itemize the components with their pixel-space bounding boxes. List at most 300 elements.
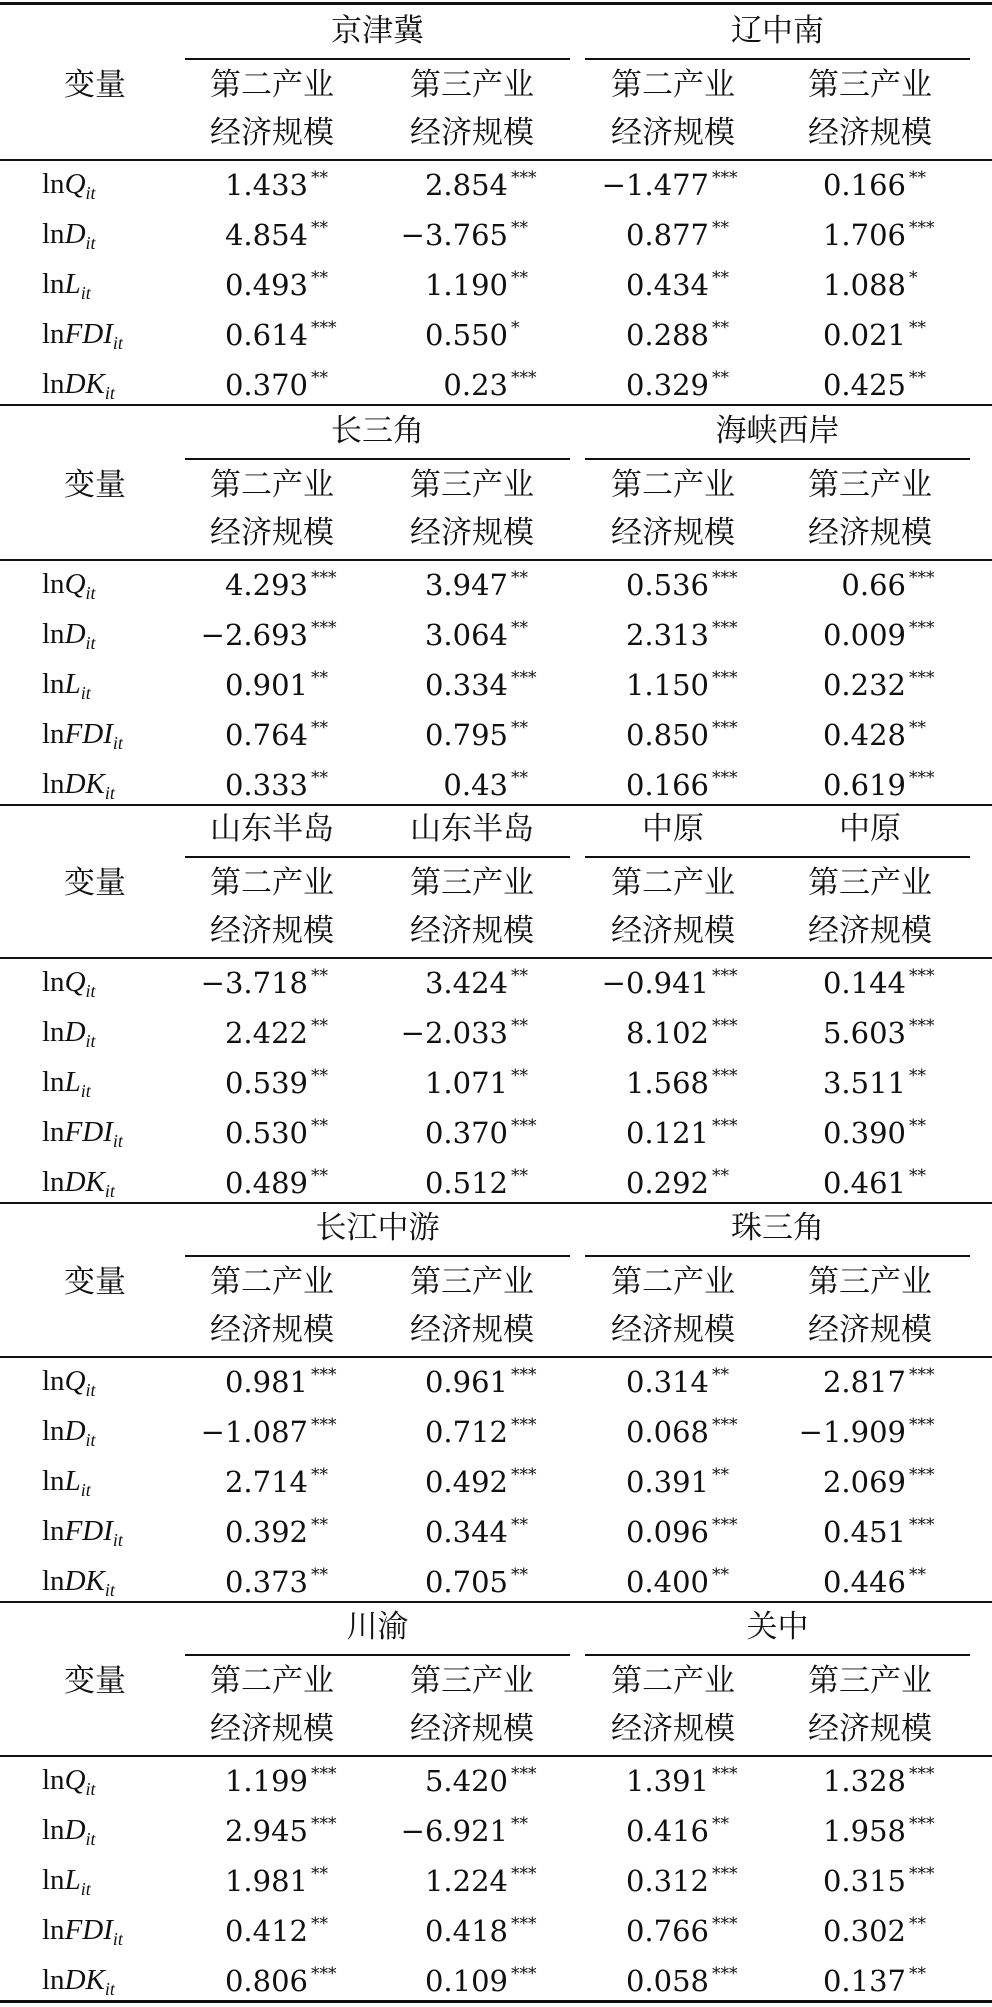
row-label-variable: DK <box>64 368 105 400</box>
row-label-variable: Q <box>64 966 86 998</box>
row-label-prefix: ln <box>42 1365 65 1397</box>
significance-stars: ** <box>311 1016 328 1036</box>
coefficient-cell <box>177 1018 347 1048</box>
coefficient-value: 0.806 <box>224 1964 308 1998</box>
coefficient-value: 0.877 <box>625 218 709 252</box>
region-title: 关中 <box>746 1609 809 1645</box>
row-label-prefix: ln <box>42 1964 65 1996</box>
significance-stars: ** <box>311 1066 328 1086</box>
subheader-industry: 第三产业 <box>808 865 932 901</box>
coefficient-cell <box>578 1866 748 1896</box>
region-title: 海峡西岸 <box>715 413 840 449</box>
coefficient-value: 0.901 <box>224 668 308 702</box>
significance-stars: *** <box>909 218 935 238</box>
coefficient-cell <box>775 220 945 250</box>
row-label-prefix: ln <box>42 1764 65 1796</box>
significance-stars: ** <box>311 1864 328 1884</box>
coefficient-value: 1.391 <box>625 1764 709 1798</box>
coefficient-value: 0.425 <box>822 368 906 402</box>
significance-stars: *** <box>909 966 935 986</box>
coefficient-value: 1.199 <box>224 1764 308 1798</box>
subheader-scale: 经济规模 <box>410 1711 534 1747</box>
group-underline <box>585 58 970 60</box>
subheader-industry: 第二产业 <box>611 1264 735 1300</box>
coefficient-value: 0.021 <box>822 318 906 352</box>
coefficient-cell <box>578 1018 748 1048</box>
region-title: 山东半岛 <box>410 811 534 847</box>
coefficient-value: 0.144 <box>822 966 906 1000</box>
coefficient-value: 0.390 <box>822 1116 906 1150</box>
coefficient-value: 5.603 <box>822 1016 906 1050</box>
row-label-prefix: ln <box>42 1116 65 1148</box>
coefficient-value: 8.102 <box>625 1016 709 1050</box>
coefficient-value: 3.064 <box>424 618 508 652</box>
coefficient-value: 0.288 <box>625 318 709 352</box>
coefficient-value: 0.512 <box>424 1166 508 1200</box>
subheader-industry: 第三产业 <box>410 1663 534 1699</box>
row-label <box>42 1467 91 1499</box>
coefficient-cell <box>775 720 945 750</box>
coefficient-value: −6.921 <box>400 1814 508 1848</box>
region-title: 山东半岛 <box>210 811 334 847</box>
coefficient-value: 0.391 <box>625 1465 709 1499</box>
significance-stars: *** <box>511 1116 537 1136</box>
row-label <box>42 570 96 602</box>
variable-label: 变量 <box>64 1663 126 1699</box>
subheader-industry: 第三产业 <box>808 1663 932 1699</box>
subheader-scale: 经济规模 <box>808 515 932 551</box>
group-underline <box>185 1654 570 1656</box>
coefficient-cell <box>775 1467 945 1497</box>
significance-stars: ** <box>511 268 528 288</box>
row-label-variable: L <box>64 1465 81 1497</box>
significance-stars: ** <box>511 718 528 738</box>
coefficient-cell <box>377 570 547 600</box>
coefficient-cell <box>377 720 547 750</box>
row-label-subscript: it <box>80 1480 91 1500</box>
coefficient-value: 0.009 <box>822 618 906 652</box>
region-title: 京津冀 <box>331 13 424 49</box>
coefficient-value: 0.400 <box>625 1565 709 1599</box>
row-label-subscript: it <box>85 1380 96 1400</box>
coefficient-cell <box>377 770 547 800</box>
region-title: 长江中游 <box>315 1210 440 1246</box>
row-label-prefix: ln <box>42 218 65 250</box>
significance-stars: *** <box>311 1964 337 1984</box>
significance-stars: ** <box>712 1166 729 1186</box>
subheader-industry: 第三产业 <box>410 67 534 103</box>
row-label <box>42 720 123 752</box>
significance-stars: *** <box>311 1764 337 1784</box>
coefficient-cell <box>377 370 547 400</box>
header-rule <box>0 1755 992 1757</box>
coefficient-cell <box>377 1467 547 1497</box>
significance-stars: ** <box>311 1565 328 1585</box>
coefficient-cell <box>578 1068 748 1098</box>
subheader-scale: 经济规模 <box>210 1711 334 1747</box>
significance-stars: ** <box>311 1914 328 1934</box>
significance-stars: ** <box>311 768 328 788</box>
subheader-scale: 经济规模 <box>410 515 534 551</box>
significance-stars: ** <box>311 668 328 688</box>
coefficient-cell <box>775 620 945 650</box>
row-label-prefix: ln <box>42 1465 65 1497</box>
coefficient-value: 0.329 <box>625 368 709 402</box>
significance-stars: ** <box>311 1116 328 1136</box>
row-label-subscript: it <box>85 1779 96 1799</box>
row-label <box>42 1866 91 1898</box>
coefficient-value: 3.947 <box>424 568 508 602</box>
coefficient-cell <box>775 1966 945 1996</box>
significance-stars: *** <box>712 168 738 188</box>
panel-separator <box>0 1202 992 1204</box>
row-label-variable: DK <box>64 1565 105 1597</box>
row-label-variable: DK <box>64 1964 105 1996</box>
coefficient-value: 0.446 <box>822 1565 906 1599</box>
significance-stars: ** <box>909 1964 926 1984</box>
coefficient-value: 0.109 <box>424 1964 508 1998</box>
coefficient-cell <box>377 1417 547 1447</box>
significance-stars: *** <box>311 1365 337 1385</box>
significance-stars: ** <box>909 168 926 188</box>
row-label-prefix: ln <box>42 1066 65 1098</box>
significance-stars: *** <box>909 1465 935 1485</box>
row-label-subscript: it <box>80 283 91 303</box>
row-label <box>42 1118 123 1150</box>
coefficient-value: −1.087 <box>200 1415 308 1449</box>
coefficient-cell <box>775 1068 945 1098</box>
row-label-prefix: ln <box>42 768 65 800</box>
row-label <box>42 1367 96 1399</box>
significance-stars: *** <box>909 668 935 688</box>
coefficient-value: 0.981 <box>224 1365 308 1399</box>
row-label <box>42 320 123 352</box>
row-label <box>42 1567 115 1599</box>
coefficient-cell <box>775 320 945 350</box>
row-label-variable: L <box>64 268 81 300</box>
row-label-prefix: ln <box>42 718 65 750</box>
significance-stars: *** <box>909 768 935 788</box>
significance-stars: *** <box>909 618 935 638</box>
row-label-variable: FDI <box>64 1914 113 1946</box>
row-label-variable: FDI <box>64 718 113 750</box>
coefficient-cell <box>377 1866 547 1896</box>
row-label-variable: D <box>64 1415 86 1447</box>
coefficient-cell <box>775 1118 945 1148</box>
coefficient-cell <box>177 620 347 650</box>
significance-stars: ** <box>909 368 926 388</box>
region-title: 辽中南 <box>731 13 824 49</box>
row-label-prefix: ln <box>42 1515 65 1547</box>
row-label-variable: L <box>64 1066 81 1098</box>
coefficient-value: 0.314 <box>625 1365 709 1399</box>
coefficient-cell <box>578 1816 748 1846</box>
coefficient-value: 0.434 <box>625 268 709 302</box>
significance-stars: ** <box>712 268 729 288</box>
significance-stars: ** <box>311 168 328 188</box>
coefficient-value: 0.764 <box>224 718 308 752</box>
coefficient-value: 1.433 <box>224 168 308 202</box>
significance-stars: *** <box>712 568 738 588</box>
row-label-subscript: it <box>104 1580 115 1600</box>
coefficient-cell <box>775 770 945 800</box>
row-label-prefix: ln <box>42 1814 65 1846</box>
significance-stars: *** <box>511 368 537 388</box>
coefficient-value: 5.420 <box>424 1764 508 1798</box>
row-label-prefix: ln <box>42 1415 65 1447</box>
coefficient-cell <box>775 968 945 998</box>
coefficient-value: 0.536 <box>625 568 709 602</box>
coefficient-cell <box>177 1068 347 1098</box>
coefficient-value: 3.424 <box>424 966 508 1000</box>
significance-stars: ** <box>511 1016 528 1036</box>
subheader-scale: 经济规模 <box>210 1312 334 1348</box>
significance-stars: ** <box>909 1116 926 1136</box>
row-label <box>42 170 96 202</box>
row-label-prefix: ln <box>42 668 65 700</box>
significance-stars: *** <box>909 1515 935 1535</box>
coefficient-cell <box>775 1866 945 1896</box>
coefficient-cell <box>775 570 945 600</box>
coefficient-cell <box>177 670 347 700</box>
significance-stars: ** <box>511 218 528 238</box>
coefficient-value: −2.693 <box>200 618 308 652</box>
significance-stars: ** <box>311 966 328 986</box>
coefficient-value: 1.190 <box>424 268 508 302</box>
significance-stars: ** <box>511 1166 528 1186</box>
coefficient-value: 1.150 <box>625 668 709 702</box>
significance-stars: * <box>909 268 918 288</box>
header-rule <box>0 1356 992 1358</box>
row-label-variable: DK <box>64 768 105 800</box>
significance-stars: *** <box>311 568 337 588</box>
coefficient-cell <box>578 1118 748 1148</box>
coefficient-cell <box>775 1916 945 1946</box>
coefficient-cell <box>177 1816 347 1846</box>
significance-stars: *** <box>712 1914 738 1934</box>
significance-stars: ** <box>311 1465 328 1485</box>
subheader-industry: 第二产业 <box>611 1663 735 1699</box>
coefficient-value: 0.850 <box>625 718 709 752</box>
row-label-variable: Q <box>64 168 86 200</box>
row-label-subscript: it <box>85 583 96 603</box>
coefficient-cell <box>177 370 347 400</box>
significance-stars: *** <box>311 1415 337 1435</box>
significance-stars: ** <box>712 1365 729 1385</box>
coefficient-value: 1.328 <box>822 1764 906 1798</box>
coefficient-value: 3.511 <box>822 1066 906 1100</box>
coefficient-cell <box>377 1168 547 1198</box>
row-label <box>42 220 96 252</box>
coefficient-value: 0.530 <box>224 1116 308 1150</box>
significance-stars: ** <box>511 568 528 588</box>
coefficient-cell <box>177 1417 347 1447</box>
coefficient-value: 2.069 <box>822 1465 906 1499</box>
significance-stars: *** <box>511 1764 537 1784</box>
coefficient-cell <box>775 670 945 700</box>
significance-stars: *** <box>712 768 738 788</box>
row-label-subscript: it <box>104 1181 115 1201</box>
row-label-variable: FDI <box>64 318 113 350</box>
row-label-subscript: it <box>112 1131 123 1151</box>
coefficient-value: 0.489 <box>224 1166 308 1200</box>
coefficient-cell <box>377 670 547 700</box>
coefficient-cell <box>377 1018 547 1048</box>
coefficient-cell <box>775 1567 945 1597</box>
row-label-subscript: it <box>85 1430 96 1450</box>
coefficient-cell <box>775 1816 945 1846</box>
subheader-scale: 经济规模 <box>410 913 534 949</box>
significance-stars: * <box>511 318 520 338</box>
coefficient-value: 0.539 <box>224 1066 308 1100</box>
region-title: 珠三角 <box>731 1210 824 1246</box>
coefficient-value: 0.619 <box>822 768 906 802</box>
coefficient-cell <box>578 170 748 200</box>
coefficient-cell <box>578 1168 748 1198</box>
significance-stars: ** <box>909 1066 926 1086</box>
coefficient-value: 4.293 <box>224 568 308 602</box>
header-rule <box>0 957 992 959</box>
coefficient-value: 1.088 <box>822 268 906 302</box>
significance-stars: *** <box>311 318 337 338</box>
coefficient-value: −2.033 <box>400 1016 508 1050</box>
row-label <box>42 1417 96 1449</box>
group-underline <box>585 1654 970 1656</box>
significance-stars: ** <box>511 618 528 638</box>
coefficient-cell <box>377 1766 547 1796</box>
significance-stars: ** <box>712 318 729 338</box>
coefficient-cell <box>578 1417 748 1447</box>
significance-stars: *** <box>712 1116 738 1136</box>
subheader-scale: 经济规模 <box>808 115 932 151</box>
row-label-subscript: it <box>112 1530 123 1550</box>
significance-stars: *** <box>909 1814 935 1834</box>
row-label <box>42 770 115 802</box>
row-label-subscript: it <box>112 333 123 353</box>
subheader-industry: 第二产业 <box>210 1663 334 1699</box>
coefficient-value: 1.706 <box>822 218 906 252</box>
coefficient-value: 2.945 <box>224 1814 308 1848</box>
coefficient-cell <box>177 1916 347 1946</box>
coefficient-cell <box>775 1018 945 1048</box>
row-label-prefix: ln <box>42 568 65 600</box>
row-label-prefix: ln <box>42 966 65 998</box>
coefficient-cell <box>578 670 748 700</box>
coefficient-cell <box>775 270 945 300</box>
significance-stars: *** <box>712 966 738 986</box>
subheader-scale: 经济规模 <box>611 115 735 151</box>
region-title: 川渝 <box>346 1609 409 1645</box>
coefficient-value: 0.315 <box>822 1864 906 1898</box>
coefficient-cell <box>177 570 347 600</box>
coefficient-cell <box>578 1916 748 1946</box>
variable-label: 变量 <box>64 865 126 901</box>
coefficient-value: 0.370 <box>224 368 308 402</box>
row-label-prefix: ln <box>42 1565 65 1597</box>
significance-stars: *** <box>712 1964 738 1984</box>
significance-stars: *** <box>511 1465 537 1485</box>
row-label-prefix: ln <box>42 318 65 350</box>
coefficient-cell <box>377 1966 547 1996</box>
coefficient-cell <box>578 770 748 800</box>
row-label <box>42 1766 96 1798</box>
coefficient-cell <box>775 170 945 200</box>
region-title: 中原 <box>839 811 901 847</box>
subheader-industry: 第二产业 <box>611 865 735 901</box>
header-rule <box>0 159 992 161</box>
coefficient-cell <box>578 620 748 650</box>
row-label-variable: Q <box>64 1365 86 1397</box>
coefficient-cell <box>377 1068 547 1098</box>
coefficient-cell <box>775 1367 945 1397</box>
coefficient-cell <box>177 270 347 300</box>
significance-stars: *** <box>311 1814 337 1834</box>
coefficient-cell <box>578 1467 748 1497</box>
subheader-scale: 经济规模 <box>808 1312 932 1348</box>
coefficient-value: 0.43 <box>443 768 508 802</box>
row-label-subscript: it <box>104 383 115 403</box>
subheader-industry: 第二产业 <box>611 467 735 503</box>
row-label-subscript: it <box>85 633 96 653</box>
row-label-subscript: it <box>80 1081 91 1101</box>
significance-stars: *** <box>712 618 738 638</box>
significance-stars: *** <box>909 1764 935 1784</box>
significance-stars: ** <box>511 1515 528 1535</box>
subheader-industry: 第三产业 <box>808 467 932 503</box>
significance-stars: *** <box>712 1415 738 1435</box>
row-label-subscript: it <box>85 1031 96 1051</box>
coefficient-cell <box>578 320 748 350</box>
significance-stars: *** <box>511 168 537 188</box>
coefficient-cell <box>177 1168 347 1198</box>
significance-stars: *** <box>511 668 537 688</box>
coefficient-cell <box>775 370 945 400</box>
coefficient-cell <box>177 1966 347 1996</box>
coefficient-value: 4.854 <box>224 218 308 252</box>
coefficient-cell <box>377 270 547 300</box>
significance-stars: *** <box>712 1864 738 1884</box>
significance-stars: ** <box>311 1166 328 1186</box>
table-top-rule <box>0 2 992 5</box>
coefficient-value: 0.392 <box>224 1515 308 1549</box>
coefficient-cell <box>775 1517 945 1547</box>
coefficient-value: 0.493 <box>224 268 308 302</box>
significance-stars: *** <box>909 568 935 588</box>
coefficient-value: 0.096 <box>625 1515 709 1549</box>
group-underline <box>185 458 570 460</box>
row-label-variable: D <box>64 1814 86 1846</box>
subheader-industry: 第二产业 <box>210 1264 334 1300</box>
group-underline <box>185 1255 570 1257</box>
coefficient-value: 1.224 <box>424 1864 508 1898</box>
coefficient-value: 0.66 <box>841 568 906 602</box>
coefficient-cell <box>578 1966 748 1996</box>
variable-label: 变量 <box>64 1264 126 1300</box>
subheader-scale: 经济规模 <box>808 913 932 949</box>
coefficient-value: 1.568 <box>625 1066 709 1100</box>
significance-stars: ** <box>311 218 328 238</box>
significance-stars: *** <box>712 1764 738 1784</box>
coefficient-value: 0.550 <box>424 318 508 352</box>
coefficient-cell <box>377 1816 547 1846</box>
coefficient-value: 0.766 <box>625 1914 709 1948</box>
coefficient-cell <box>377 320 547 350</box>
group-underline <box>185 856 570 858</box>
region-title: 长三角 <box>331 413 424 449</box>
coefficient-value: 0.418 <box>424 1914 508 1948</box>
row-label <box>42 1966 115 1998</box>
row-label-prefix: ln <box>42 1016 65 1048</box>
